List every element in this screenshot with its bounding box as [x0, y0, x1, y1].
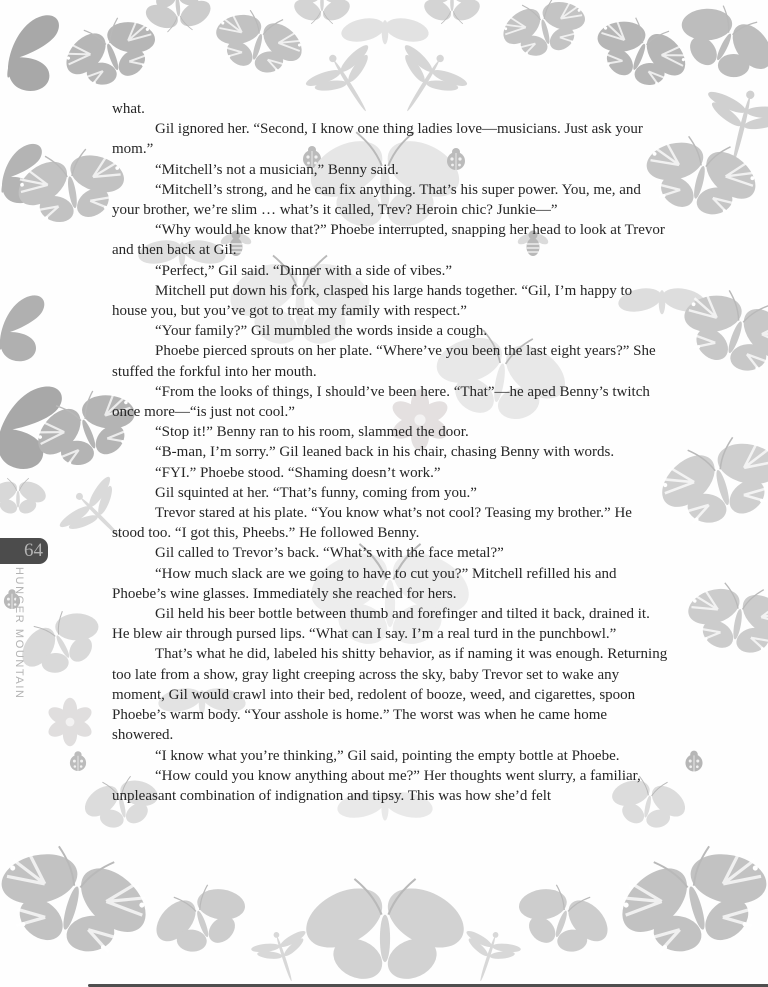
butterfly-icon	[291, 0, 354, 25]
butterfly-icon	[6, 15, 59, 91]
paragraph: Gil called to Trevor’s back. “What’s with the face metal?”	[155, 545, 504, 562]
paragraph: what.	[112, 101, 145, 117]
butterfly-icon	[0, 295, 44, 361]
butterfly-icon	[0, 829, 168, 975]
paragraph: Gil held his beer bottle between thumb and forefinger and tilted it back, drained it. He blew air through pursed lips. “What can I say. I’m a real turd in the punchbowl.”	[112, 606, 650, 643]
journal-name-label: HUNGER MOUNTAIN	[13, 567, 25, 700]
butterfly-icon	[503, 872, 623, 969]
paragraph: “Why would he know that?” Phoebe interrupted, snapping her head to look at Trevor and then back at Gil.	[112, 222, 665, 259]
paragraph: Gil squinted at her. “That’s funny, coming from you.”	[155, 484, 477, 501]
paragraph: Trevor stared at his plate. “You know what’s not cool? Teasing my brother.” He stood too. “I got this, Pheebs.” He followed Benny.	[112, 505, 632, 542]
paragraph: “How could you know anything about me?” Her thoughts went slurry, a familiar, unpleasant combination of indignation and tipsy. This was how she’d felt	[112, 767, 641, 804]
page-number-tab	[0, 538, 48, 564]
butterfly-icon	[580, 3, 701, 102]
page-number: 64	[24, 540, 43, 561]
paragraph: That’s what he did, labeled his shitty behavior, as if naming it was enough. Returning too late from a show, gray light creeping across the sky, baby Trevor set to wake any moment, Gil would crawl into their bed, redolent of booze, weed, and cigarettes, spoon Phoebe’s warm body. “Your asshole is home.” The worst was when he came home showered.	[112, 646, 668, 744]
paragraph: “Perfect,” Gil said. “Dinner with a side of vibes.”	[155, 262, 452, 279]
butterfly-icon	[296, 876, 474, 986]
butterfly-icon	[600, 829, 768, 975]
body-text	[112, 99, 668, 806]
paragraph: “Mitchell’s strong, and he can fix anything. That’s his super power. You, me, and your brother, we’re slim … what’s it called, Trev? Heroin chic? Junkie—”	[112, 181, 641, 219]
paragraph: Gil ignored her. “Second, I know one thing ladies love—musicians. Just ask your mom.”	[112, 121, 643, 158]
flower-icon	[45, 698, 94, 746]
butterfly-icon	[140, 0, 217, 35]
paragraph: “Stop it!” Benny ran to his room, slammed the door.	[155, 424, 469, 441]
paragraph: “From the looks of things, I should’ve been here. “That”—he aped Benny’s twitch once more—“is just not cool.”	[112, 383, 650, 421]
butterfly-icon	[0, 477, 49, 516]
paragraph: “Your family?” Gil mumbled the words inside a cough.	[155, 323, 488, 340]
butterfly-icon	[676, 575, 768, 665]
ladybug-icon	[685, 751, 702, 772]
butterfly-icon	[492, 0, 597, 68]
butterfly-icon	[141, 872, 261, 969]
moth-icon	[339, 15, 431, 46]
ladybug-icon	[70, 751, 86, 771]
paragraph: Mitchell put down his fork, clasped his large hands together. “Gil, I’m happy to house you, but you’ve got to treat my family with respect.”	[112, 282, 633, 320]
paragraph: “FYI.” Phoebe stood. “Shaming doesn’t work.”	[155, 464, 441, 481]
paragraph: “Mitchell’s not a musician,” Benny said.	[155, 161, 399, 178]
paragraph: “How much slack are we going to have to cut you?” Mitchell refilled his and Phoebe’s wine glasses. Immediately she reached for hers.	[112, 565, 617, 602]
paragraph: “B-man, I’m sorry.” Gil leaned back in his chair, chasing Benny with words.	[155, 444, 615, 461]
butterfly-icon	[421, 0, 484, 25]
paragraph: “I know what you’re thinking,” Gil said, pointing the empty bottle at Phoebe.	[155, 747, 620, 764]
paragraph: Phoebe pierced sprouts on her plate. “Where’ve you been the last eight years?” She stuffed the forkful into her mouth.	[112, 343, 656, 380]
